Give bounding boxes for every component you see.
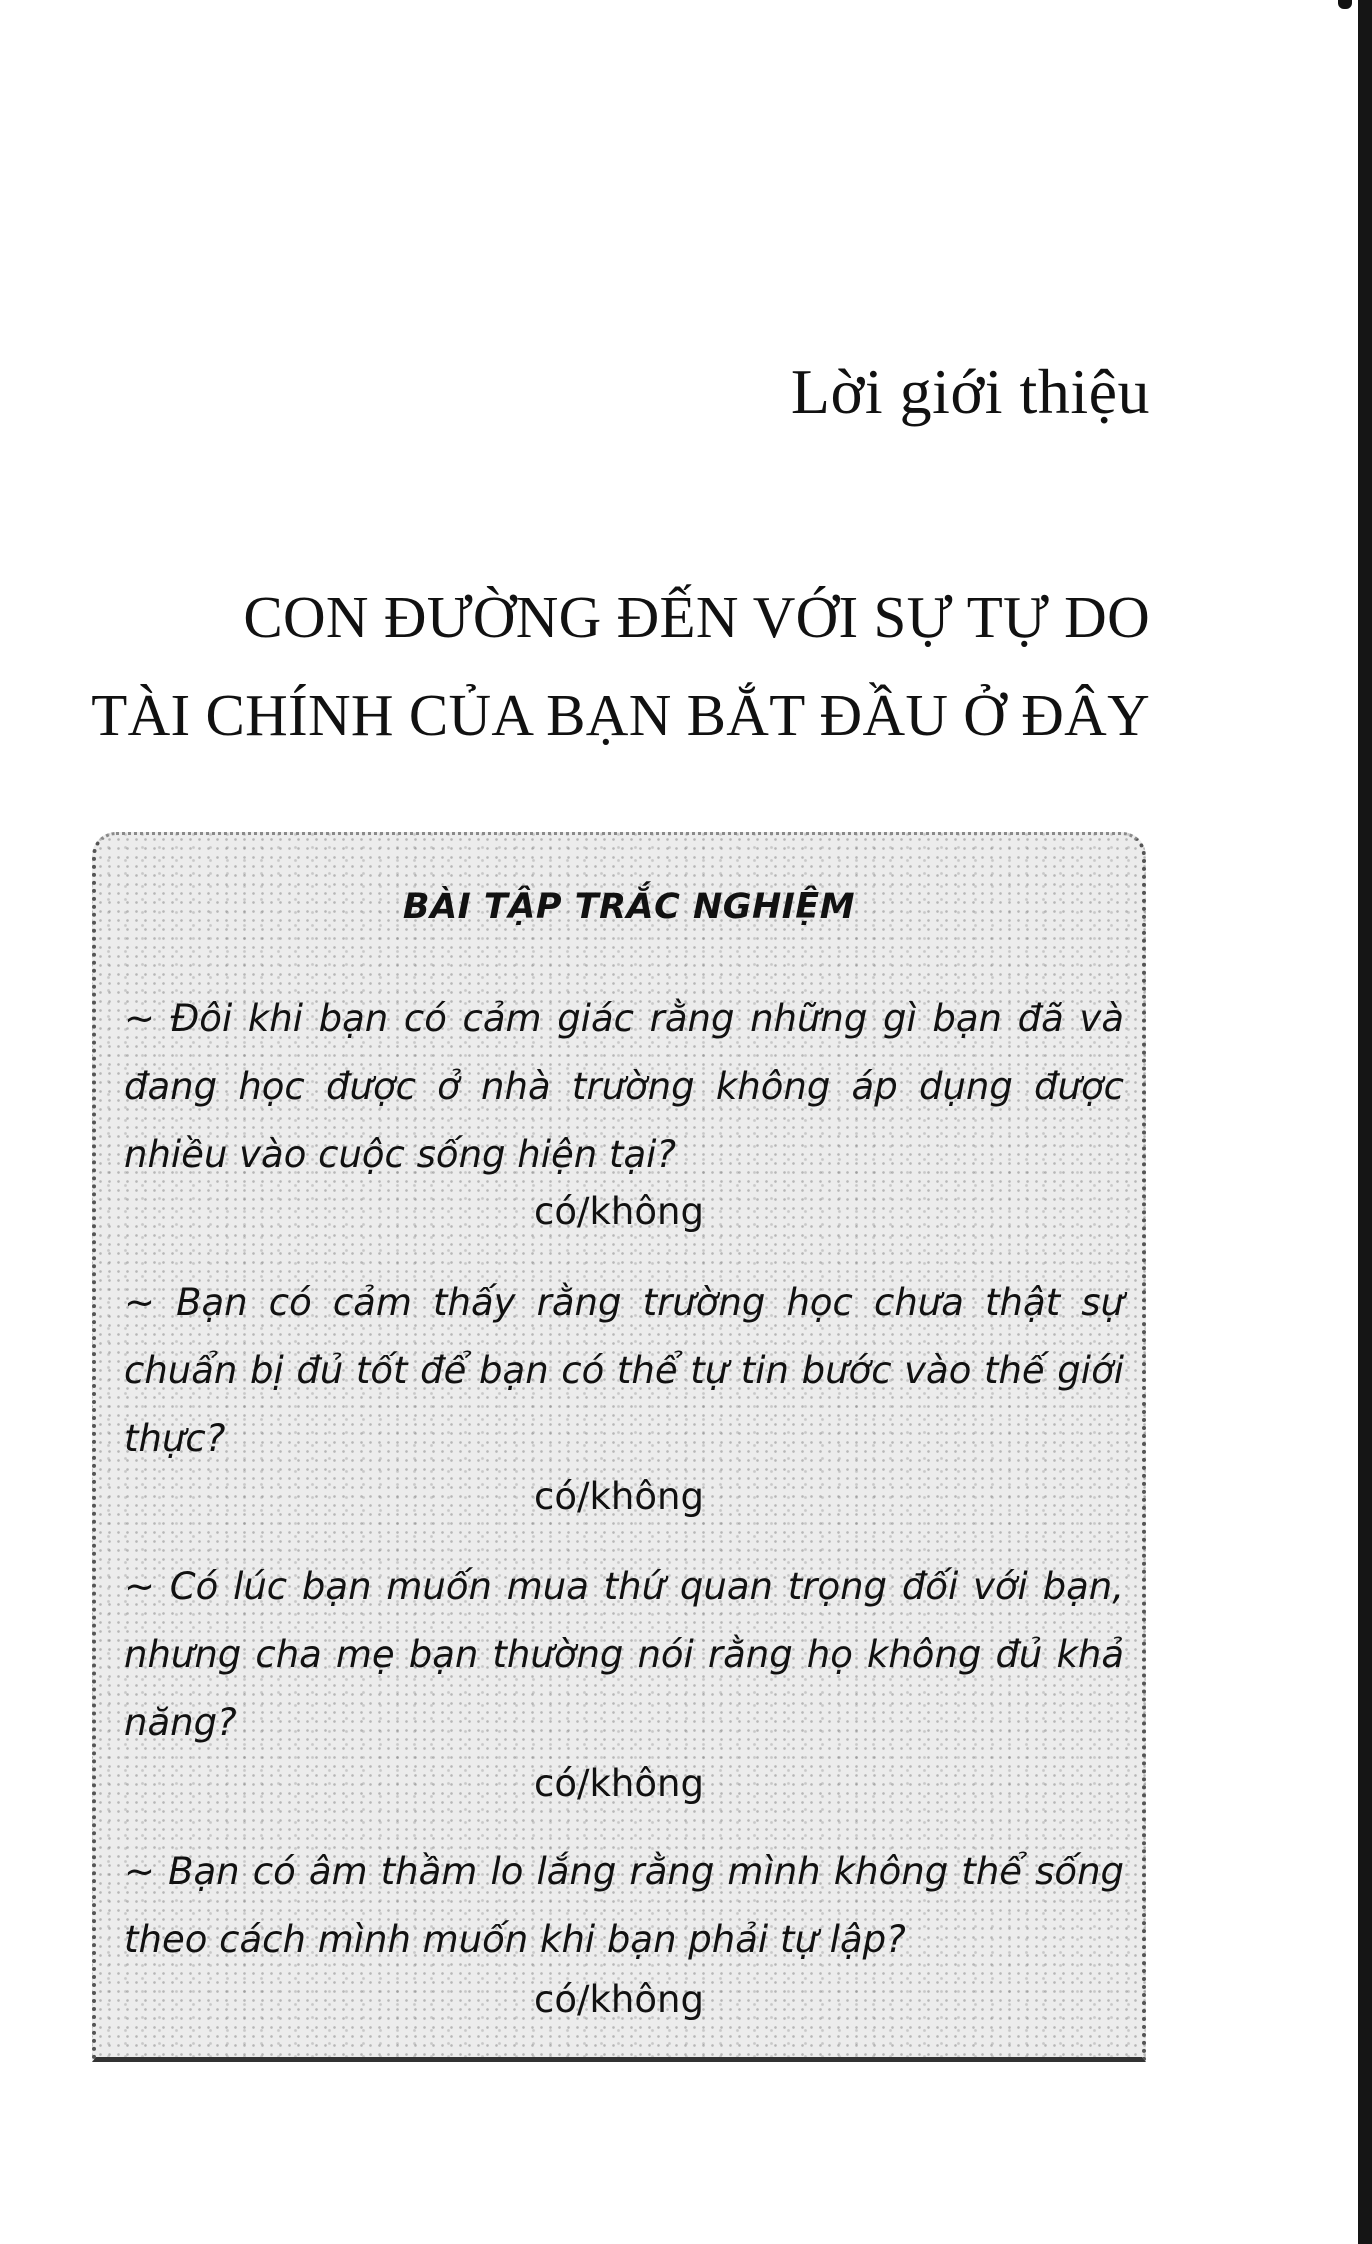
quiz-question-3: ~ Có lúc bạn muốn mua thứ quan trọng đối với bạn, nhưng cha mẹ bạn thường nói rằng họ không đủ khả năng? — [124, 1565, 1124, 1744]
quiz-question-2: ~ Bạn có cảm thấy rằng trường học chưa thật sự chuẩn bị đủ tốt để bạn có thể tự tin bước vào thế giới thực? — [124, 1281, 1124, 1460]
quiz-answer-4: có/không — [534, 1978, 704, 2021]
chapter-title-line-1: CON ĐƯỜNG ĐẾN VỚI SỰ TỰ DO — [243, 584, 1150, 650]
quiz-question-4: ~ Bạn có âm thầm lo lắng rằng mình không thể sống theo cách mình muốn khi bạn phải tự lập? — [124, 1850, 1124, 1961]
section-label: Lời giới thiệu — [790, 356, 1150, 427]
scan-mark — [1338, 0, 1352, 9]
quiz-question-1: ~ Đôi khi bạn có cảm giác rằng những gì bạn đã và đang học được ở nhà trường không áp dụng được nhiều vào cuộc sống hiện tại? — [124, 997, 1124, 1176]
chapter-title — [91, 568, 1150, 764]
chapter-title-line-2: TÀI CHÍNH CỦA BẠN BẮT ĐẦU Ở ĐÂY — [91, 682, 1150, 748]
quiz-box — [92, 832, 1146, 2062]
page-edge-shadow — [1358, 0, 1372, 2244]
quiz-answer-3: có/không — [534, 1762, 704, 1805]
quiz-answer-2: có/không — [534, 1475, 704, 1518]
quiz-answer-1: có/không — [534, 1190, 704, 1233]
quiz-heading: BÀI TẬP TRẮC NGHIỆM — [402, 887, 856, 927]
